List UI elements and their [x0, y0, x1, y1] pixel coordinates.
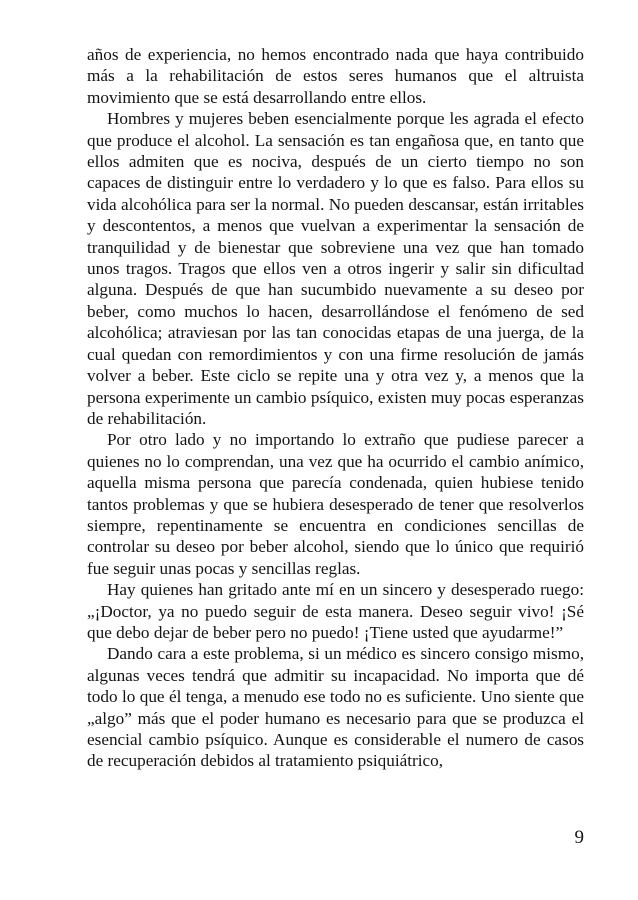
paragraph-doctor-incapacity: Dando cara a este problema, si un médico es sincero consigo mismo, algunas veces tendrá que admitir su incapacidad. No importa que dé todo lo que él tenga, a menudo ese todo no es suficiente. Uno siente que „algo” más que el poder humano es necesario para que se produzca el esencial cambio psíquico. Aunque es considerable el numero de casos de recuperación debidos al tratamiento psiquiátrico, [87, 644, 584, 771]
paragraph-drinking-reasons: Hombres y mujeres beben esencialmente porque les agrada el efecto que produce el alcohol. La sensación es tan engañosa que, en tanto que ellos admiten que es nociva, después de un cierto tiempo no son capaces de distinguir entre lo verdadero y lo que es falso. Para ellos su vida alcohólica para ser la normal. No pueden descansar, están irritables y descontentos, a menos que vuelvan a experimentar la sensación de tranquilidad y de bienestar que sobreviene una vez que han tomado unos tragos. Tragos que ellos ven a otros ingerir y salir sin dificultad alguna. Después de que han sucumbido nuevamente a su deseo por beber, como muchos lo hacen, desarrollándose el fenómeno de sed alcohólica; atraviesan por las tan conocidas etapas de una juerga, de la cual quedan con remordimientos y con una firme resolución de jamás volver a beber. Este ciclo se repite una y otra vez y, a menos que la persona experimente un cambio psíquico, existen muy pocas esperanzas de rehabilitación. [87, 109, 584, 428]
paragraph-continued: años de experiencia, no hemos encontrado nada que haya contribuido más a la rehabilitación de estos seres humanos que el altruista movimiento que se está desarrollando entre ellos. [87, 45, 584, 107]
page-body [87, 44, 584, 772]
page-number: 9 [574, 827, 584, 848]
paragraph-plea: Hay quienes han gritado ante mí en un sincero y desesperado ruego: „¡Doctor, ya no puedo seguir de esta manera. Deseo seguir vivo! ¡Sé que debo dejar de beber pero no puedo! ¡Tiene usted que ayudarme!” [87, 580, 584, 642]
paragraph-psychic-change: Por otro lado y no importando lo extraño que pudiese parecer a quienes no lo comprendan, una vez que ha ocurrido el cambio anímico, aquella misma persona que parecía condenada, quien hubiese tenido tantos problemas y que se hubiera desesperado de tener que resolverlos siempre, repentinamente se encuentra en condiciones sencillas de controlar su deseo por beber alcohol, siendo que lo único que requirió fue seguir unas pocas y sencillas reglas. [87, 430, 584, 578]
